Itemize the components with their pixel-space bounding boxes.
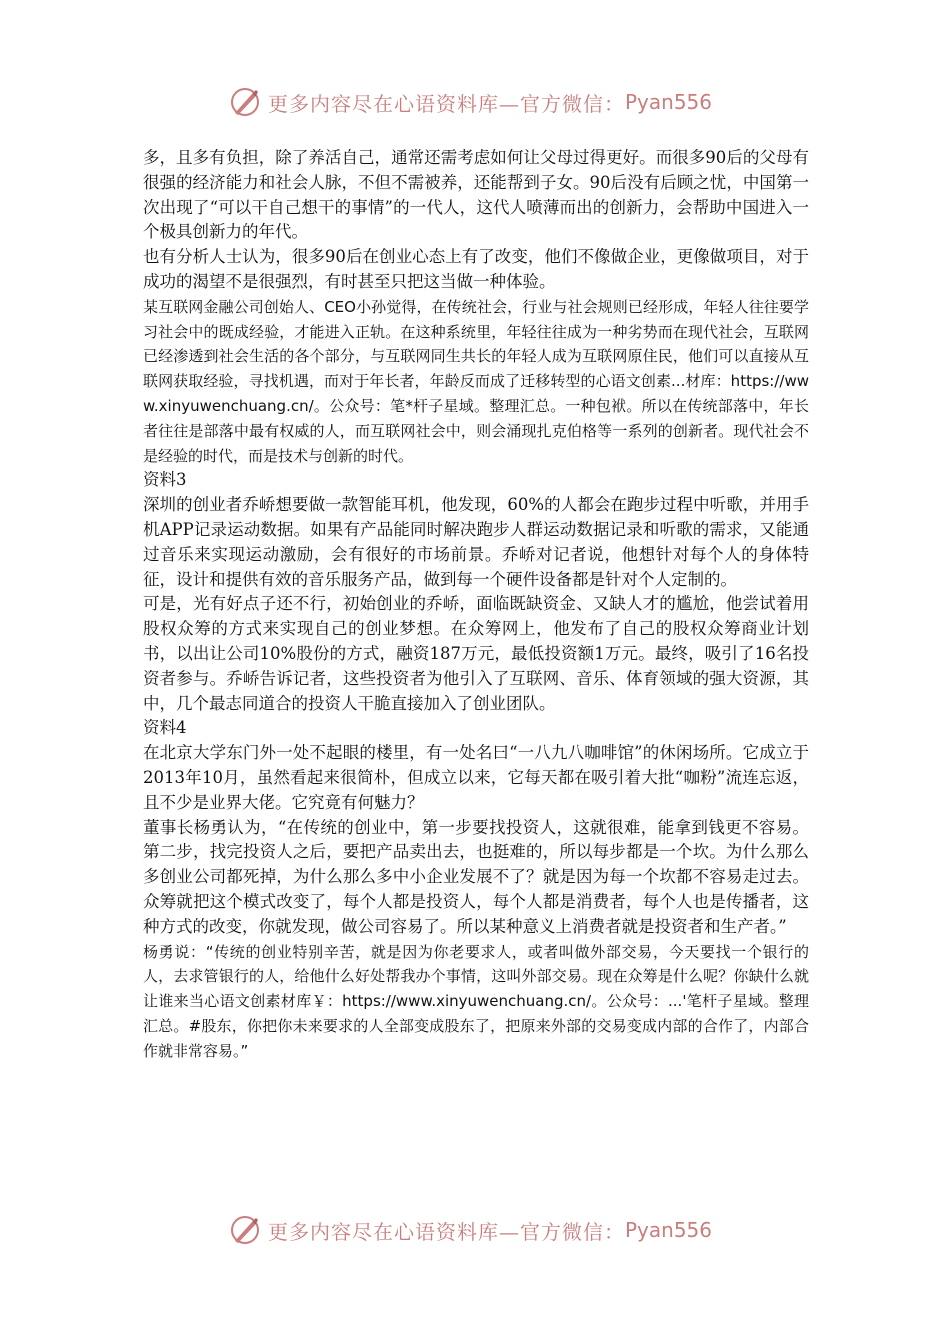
pen-logo-icon bbox=[228, 85, 262, 119]
paragraph: 也有分析人士认为，很多90后在创业心态上有了改变，他们不像做企业，更像做项目，对于成功的渴望不是很强烈，有时甚至只把这当做一种体验。 bbox=[143, 247, 809, 291]
banner-wechat-id: Pyan556 bbox=[625, 1218, 713, 1242]
banner-text: 更多内容尽在心语资料库—官方微信： bbox=[268, 1219, 625, 1244]
section-label: 资料4 bbox=[143, 718, 187, 738]
header-banner bbox=[228, 82, 748, 122]
pen-logo-icon bbox=[228, 1213, 262, 1247]
paragraph: 董事长杨勇认为，“在传统的创业中，第一步要找投资人，这就很难，能拿到钱更不容易。第二步，找完投资人之后，要把产品卖出去，也挺难的，所以每步都是一个坎。为什么那么多创业公司都死掉，为什么那么多中小企业发展不了？就是因为每一个坎都不容易走过去。众筹就把这个模式改变了，每个人都是投资人，每个人都是消费者，每个人也是传播者，这种方式的改变，你就发现，做公司容易了。所以某种意义上消费者就是投资者和生产者。” bbox=[143, 817, 809, 936]
footer-banner bbox=[228, 1210, 748, 1250]
paragraph: 杨勇说：“传统的创业特别辛苦，就是因为你老要求人，或者叫做外部交易，今天要找一个银行的人，去求管银行的人，给他什么好处帮我办个事情，这叫外部交易。现在众筹是什么呢？你缺什么就让谁来当心语文创素材库￥：https://www.xinyuwenchuang.cn/。公众号：...'笔杆子星域。整理汇总。#股东，你把你未来要求的人全部变成股东了，把原来外部的交易变成内部的合作了，内部合作就非常容易。” bbox=[143, 942, 809, 1060]
section-label: 资料3 bbox=[143, 470, 187, 490]
paragraph: 某互联网金融公司创始人、CEO小孙觉得，在传统社会，行业与社会规则已经形成，年轻人往往要学习社会中的既成经验，才能进入正轨。在这种系统里，年轻往往成为一种劣势而在现代社会，互联网已经渗透到社会生活的各个部分，与互联网同生共长的年轻人成为互联网原住民，他们可以直接从互联网获取经验，寻找机遇，而对于年长者，年龄反而成了迁移转型的心语文创素...材库：https://www.xinyuwenchuang.cn/。公众号：笔*杆子星域。整理汇总。一种包袱。所以在传统部落中，年长者往往是部落中最有权威的人，而互联网社会中，则会涌现扎克伯格等一系列的创新者。现代社会不是经验的时代，而是技术与创新的时代。 bbox=[143, 297, 809, 465]
paragraph: 深圳的创业者乔峤想要做一款智能耳机，他发现，60%的人都会在跑步过程中听歌，并用手机APP记录运动数据。如果有产品能同时解决跑步人群运动数据记录和听歌的需求，又能通过音乐来实现运动激励，会有很好的市场前景。乔峤对记者说，他想针对每个人的身体特征，设计和提供有效的音乐服务产品，做到每一个硬件设备都是针对个人定制的。 bbox=[143, 495, 809, 589]
paragraph: 在北京大学东门外一处不起眼的楼里，有一处名曰“一八九八咖啡馆”的休闲场所。它成立于2013年10月，虽然看起来很简朴，但成立以来，它每天都在吸引着大批“咖粉”流连忘返，且不少是业界大佬。它究竟有何魅力？ bbox=[143, 743, 809, 812]
banner-text: 更多内容尽在心语资料库—官方微信： bbox=[268, 91, 625, 116]
banner-wechat-id: Pyan556 bbox=[625, 90, 713, 114]
paragraph: 多，且多有负担，除了养活自己，通常还需考虑如何让父母过得更好。而很多90后的父母有很强的经济能力和社会人脉，不但不需被养，还能帮到子女。90后没有后顾之忧，中国第一次出现了“可以干自己想干的事情”的一代人，这代人喷薄而出的创新力，会帮助中国进入一个极具创新力的年代。 bbox=[143, 148, 809, 242]
document-body bbox=[143, 146, 809, 1063]
paragraph: 可是，光有好点子还不行，初始创业的乔峤，面临既缺资金、又缺人才的尴尬，他尝试着用股权众筹的方式来实现自己的创业梦想。在众筹网上，他发布了自己的股权众筹商业计划书，以出让公司10%股份的方式，融资187万元，最低投资额1万元。最终，吸引了16名投资者参与。乔峤告诉记者，这些投资者为他引入了互联网、音乐、体育领域的强大资源，其中，几个最志同道合的投资人干脆直接加入了创业团队。 bbox=[143, 594, 809, 713]
